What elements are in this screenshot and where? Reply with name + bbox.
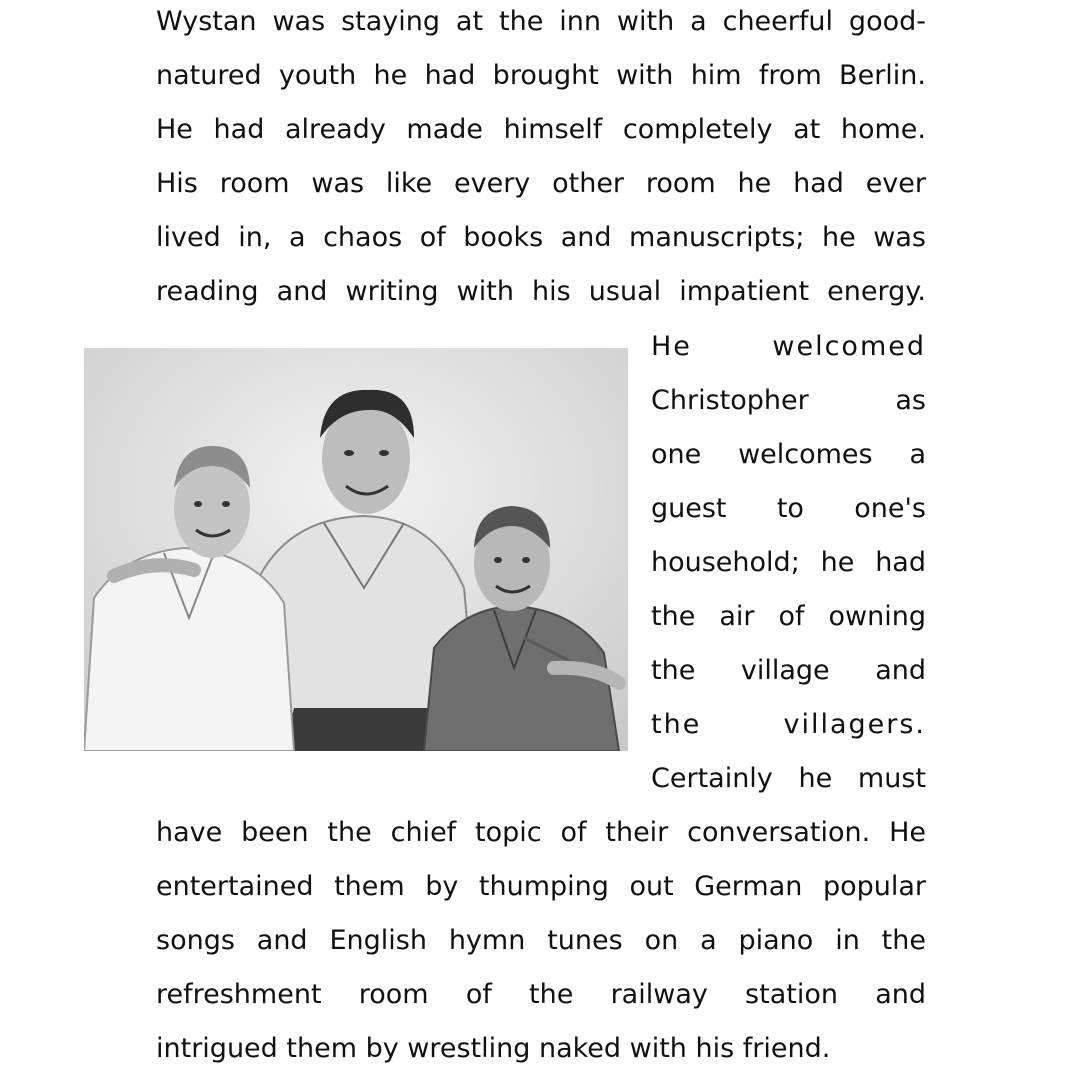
text-line: guest to one's (651, 493, 926, 524)
text-line: refreshment room of the railway station and (156, 979, 926, 1010)
text-line: household; he had (651, 547, 926, 578)
text-line: natured youth he had brought with him from Berlin. (156, 60, 926, 91)
text-line: songs and English hymn tunes on a piano in the (156, 925, 926, 956)
text-line: Wystan was staying at the inn with a cheerful good- (156, 6, 926, 37)
text-line: lived in, a chaos of books and manuscripts; he was (156, 222, 926, 253)
text-line: He had already made himself completely at home. (156, 114, 926, 145)
text-line: entertained them by thumping out German popular (156, 871, 926, 902)
text-line: intrigued them by wrestling naked with his friend. (156, 1033, 831, 1064)
text-line: Certainly he must (651, 763, 926, 794)
text-line: have been the chief topic of their conversation. He (156, 817, 926, 848)
text-line: His room was like every other room he had ever (156, 168, 926, 199)
photograph (84, 348, 628, 751)
photograph-image (84, 348, 628, 751)
text-line: Christopher as (651, 385, 926, 416)
text-line: the villagers. (651, 709, 926, 740)
text-line: reading and writing with his usual impatient energy. (156, 276, 926, 307)
text-line: the air of owning (651, 601, 926, 632)
text-line: the village and (651, 655, 926, 686)
text-line: one welcomes a (651, 439, 926, 470)
text-line: He welcomed (651, 331, 926, 362)
